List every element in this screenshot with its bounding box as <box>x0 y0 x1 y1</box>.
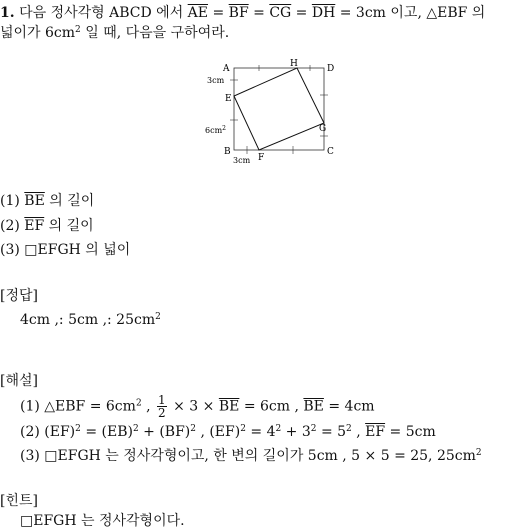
equals-sign: = <box>295 5 308 21</box>
answer-header: [정답] <box>0 288 38 304</box>
solution-header: [해설] <box>0 373 38 389</box>
problem-area-text: 넓이가 6cm <box>0 25 76 41</box>
solution-text: , (EF) <box>200 424 241 440</box>
segment-be: $\overline{BE}$ <box>24 193 45 209</box>
segment-dh: $\overline{DH}$ <box>311 5 336 21</box>
segment-ef: $\overline{EF}$ <box>365 424 386 440</box>
segment-be: $\overline{BE}$ <box>218 398 240 415</box>
solution-text: = 5cm <box>385 424 436 440</box>
segment-cg: $\overline{CG}$ <box>269 5 292 21</box>
superscript: 2 <box>135 398 142 409</box>
solution-text: (3) □EFGH 는 정사각형이고, 한 변의 길이가 5cm , 5 × 5 = 25, 25cm <box>20 448 476 464</box>
question-number: (3) <box>0 242 20 258</box>
solution-line-2: (2) (EF)$^2$ = (EB)$^2$ + (BF)$^2$ , $(EF)^2 = 4^2 + 3^2 = 5^2$ , $\overline{EF} = 5cm$ <box>20 424 436 440</box>
solution-text: , <box>141 398 156 415</box>
solution-text: (1) △EBF = 6cm <box>20 398 136 415</box>
solution-line-1 <box>20 394 375 419</box>
label-f: F <box>258 153 265 163</box>
superscript: 2 <box>475 448 482 458</box>
question-text: 의 넓이 <box>80 242 131 258</box>
fraction-numerator: 1 <box>158 393 166 407</box>
solution-text: + 3 <box>285 424 311 440</box>
solution-line-3 <box>20 447 482 465</box>
superscript: 2 <box>155 312 161 322</box>
problem-number: 1. <box>0 5 15 21</box>
label-b: B <box>224 147 231 157</box>
question-1 <box>0 192 94 210</box>
problem-intro: 다음 정사각형 ABCD 에서 <box>19 5 184 21</box>
answer-values: 4cm ,: 5cm ,: 25cm <box>20 312 156 328</box>
solution-text: × 3 × <box>173 398 215 415</box>
question-text: 의 길이 <box>44 218 94 234</box>
solution-text: = 4cm <box>323 398 375 415</box>
side-label-bottom: 3cm <box>233 156 251 165</box>
label-h: H <box>290 59 298 69</box>
square-efgh-term: □EFGH <box>24 242 81 258</box>
solution-text: = 5 <box>320 424 347 440</box>
segment-be: $\overline{BE}$ <box>303 398 324 415</box>
answer-text <box>20 311 161 329</box>
fraction-half <box>157 394 167 419</box>
segment-ef: $\overline{EF}$ <box>24 218 45 234</box>
question-2 <box>0 217 94 235</box>
label-a: A <box>223 64 230 74</box>
question-number: (1) <box>0 193 20 209</box>
label-c: C <box>327 147 334 157</box>
solution-text: = 6cm , <box>239 398 299 415</box>
solution-text: , <box>356 424 361 440</box>
label-d: D <box>327 64 335 74</box>
hint-text: □EFGH 는 정사각형이다. <box>20 513 185 529</box>
question-number: (2) <box>0 218 20 234</box>
solution-text: = 4 <box>250 424 276 440</box>
label-g: G <box>319 124 327 134</box>
square-efgh <box>234 68 327 150</box>
solution-text: = (EB) <box>85 424 133 440</box>
question-text: 의 길이 <box>44 193 95 209</box>
solution-text: + (BF) <box>143 424 191 440</box>
area-label: $6cm^2$ <box>205 125 226 135</box>
label-e: E <box>225 94 232 104</box>
square-figure <box>195 58 340 168</box>
question-3 <box>0 241 130 259</box>
superscript: 2 <box>75 25 81 35</box>
side-label-top: 3cm <box>207 76 225 85</box>
problem-line-2 <box>0 24 229 42</box>
segment-bf: $\overline{BF}$ <box>228 5 249 21</box>
square-abcd <box>234 68 327 150</box>
segment-ae: $\overline{AE}$ <box>187 5 209 21</box>
hint-header: [힌트] <box>0 493 38 509</box>
fraction-denominator: 2 <box>158 406 166 420</box>
problem-line-1 <box>0 4 485 22</box>
problem-tail: 일 때, 다음을 구하여라. <box>80 25 230 41</box>
solution-text: (2) (EF) <box>20 424 76 440</box>
equals-sign: = <box>212 5 225 21</box>
problem-value: = 3cm 이고, △EBF 의 <box>339 5 486 21</box>
equals-sign: = <box>253 5 265 21</box>
